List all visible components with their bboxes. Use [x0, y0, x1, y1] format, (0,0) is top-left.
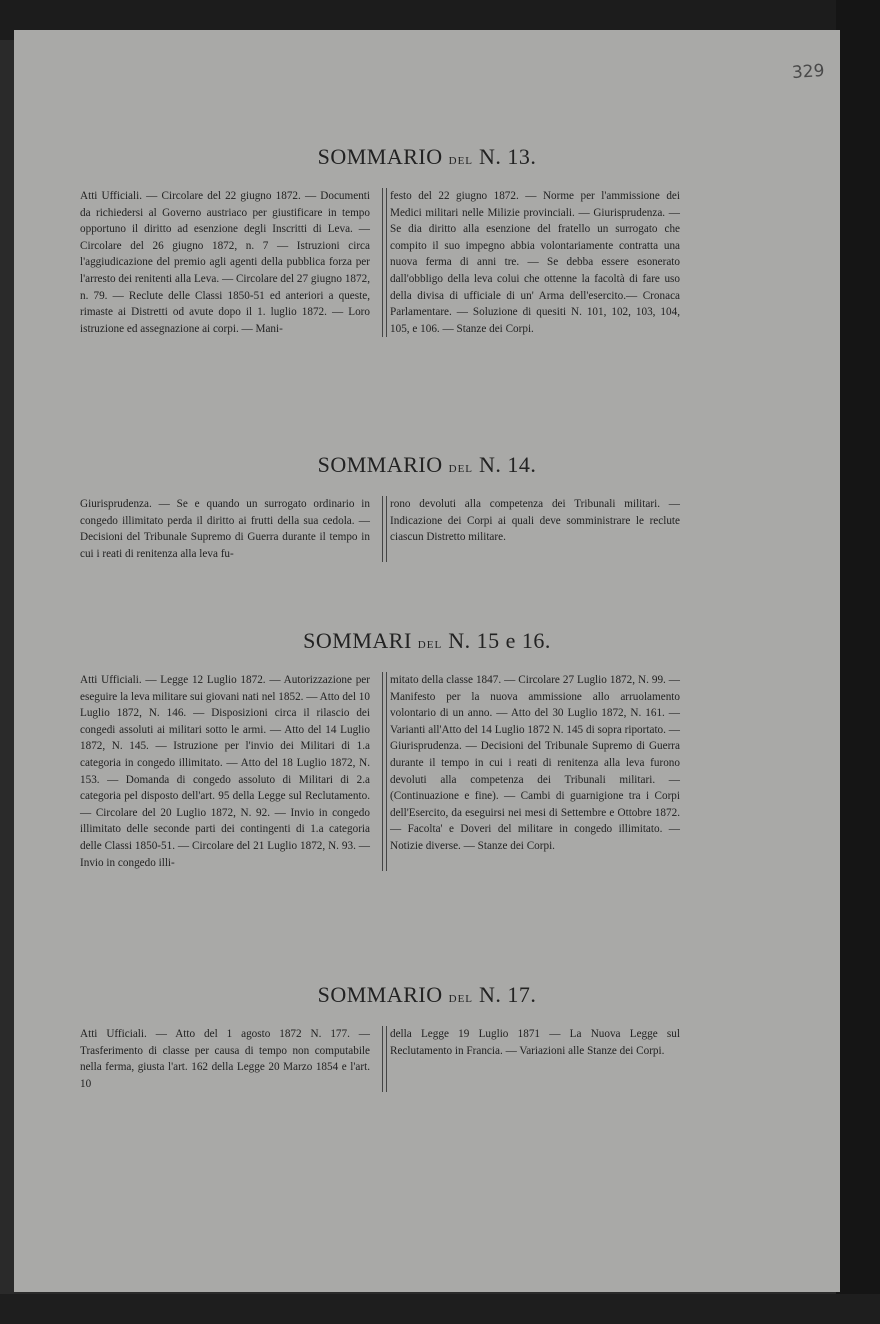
column-divider [382, 1026, 387, 1092]
two-column-text [80, 496, 680, 562]
section-heading [14, 628, 840, 654]
heading-main: SOMMARIO [317, 452, 443, 477]
section-heading [14, 982, 840, 1008]
two-column-text [80, 672, 680, 871]
left-column: Atti Ufficiali. — Atto del 1 agosto 1872 N. 177. — Trasferimento di classe per causa di tempo non computabile nella ferma, giusta l'art. 162 della Legge 20 Marzo 1854 e l'art. 10 [80, 1028, 370, 1090]
summary-section-14 [14, 452, 840, 562]
summary-section-15-16 [14, 628, 840, 871]
heading-main: SOMMARI [303, 628, 412, 653]
heading-main: SOMMARIO [317, 982, 443, 1007]
left-column: Giurisprudenza. — Se e quando un surrogato ordinario in congedo illimitato perda il diritto ai frutti della sua cedola. — Decisioni del Tribunale Supremo di Guerra durante il tempo in cui i reati di renitenza alla leva fu- [80, 498, 370, 560]
heading-tail: N. 13. [479, 144, 537, 169]
heading-tail: N. 17. [479, 982, 537, 1007]
section-heading [14, 144, 840, 170]
right-column: mitato della classe 1847. — Circolare 27 Luglio 1872, N. 99. — Manifesto per la nuova ammissione allo arruolamento volontario di un anno. — Atto del 30 Luglio 1872, N. 161. — Varianti all'Atto del 14 Luglio 1872 N. 145 di sopra riportato. — Giurisprudenza. — Decisioni del Tribunale Supremo di Guerra durante il tempo in cui i reati di renitenza alla leva furono devoluti alla competenza dei Tribunali militari. — (Continuazione e fine). — Cambi di guarnigione tra i Corpi dell'Esercito, da eseguirsi nei mesi di Settembre e Ottobre 1872. — Facolta' e Doveri del militare in congedo illimitato. — Notizie diverse. — Stanze dei Corpi. [390, 674, 680, 852]
heading-tail: N. 14. [479, 452, 537, 477]
summary-section-13 [14, 144, 840, 337]
document-page [14, 30, 840, 1292]
page-number: 329 [790, 60, 825, 84]
two-column-text [80, 1026, 680, 1092]
heading-tail: N. 15 e 16. [448, 628, 551, 653]
column-divider [382, 496, 387, 562]
two-column-text [80, 188, 680, 337]
heading-small: del [448, 152, 474, 168]
right-column: della Legge 19 Luglio 1871 — La Nuova Legge sul Reclutamento in Francia. — Variazioni alle Stanze dei Corpi. [390, 1028, 680, 1057]
column-divider [382, 188, 387, 337]
heading-main: SOMMARIO [317, 144, 443, 169]
scan-border-bottom [0, 1294, 880, 1324]
left-column: Atti Ufficiali. — Legge 12 Luglio 1872. — Autorizzazione per eseguire la leva militare sui giovani nati nel 1852. — Atto del 10 Luglio 1872, N. 146. — Disposizioni circa il rilascio dei congedi assoluti ai militari sotto le armi. — Atto del 14 Luglio 1872, N. 145. — Istruzione per l'invio dei Militari di 1.a categoria in congedo illimitato. — Atto del 18 Luglio 1872, N. 153. — Domanda di congedo assoluto di Militari di 2.a categoria pel disposto dell'art. 95 della Legge sul Reclutamento. — Circolare del 20 Luglio 1872, N. 92. — Invio in congedo illimitato delle seconde parti dei contingenti di 1.a categoria delle Classi 1850-51. — Circolare del 21 Luglio 1872, N. 93. — Invio in congedo illi- [80, 674, 370, 869]
section-heading [14, 452, 840, 478]
heading-small: del [448, 460, 474, 476]
scan-border-right [836, 0, 880, 1324]
column-divider [382, 672, 387, 871]
right-column: rono devoluti alla competenza dei Tribunali militari. — Indicazione dei Corpi ai quali deve somministrare le reclute ciascun Distretto militare. [390, 498, 680, 544]
left-column: Atti Ufficiali. — Circolare del 22 giugno 1872. — Documenti da richiedersi al Governo austriaco per giustificare in tempo opportuno il diritto ad esenzione degli Inscritti di Leva. — Circolare del 26 giugno 1872, n. 7 — Istruzioni circa l'aggiudicazione del premio agli agenti della pubblica forza per l'arresto dei renitenti alla Leva. — Circolare del 27 giugno 1872, n. 79. — Reclute delle Classi 1850-51 ed anteriori a queste, rimaste ai Distretti od avute dopo il 1. luglio 1872. — Loro istruzione ed assegnazione ai corpi. — Mani- [80, 190, 370, 335]
heading-small: del [448, 990, 474, 1006]
heading-small: del [417, 636, 443, 652]
summary-section-17 [14, 982, 840, 1092]
right-column: festo del 22 giugno 1872. — Norme per l'ammissione dei Medici militari nelle Milizie provinciali. — Giurisprudenza. — Se dia diritto alla esenzione del fratello un surrogato che compito il suo impegno abbia volontariamente contratta una nuova ferma di anni tre. — Se debba essere esonerato dall'obbligo della leva colui che ottenne la facoltà di fare uso della divisa di ufficiale di un' Arma dell'esercito.— Cronaca Parlamentare. — Soluzione di quesiti N. 101, 102, 103, 104, 105, e 106. — Stanze dei Corpi. [390, 190, 680, 335]
